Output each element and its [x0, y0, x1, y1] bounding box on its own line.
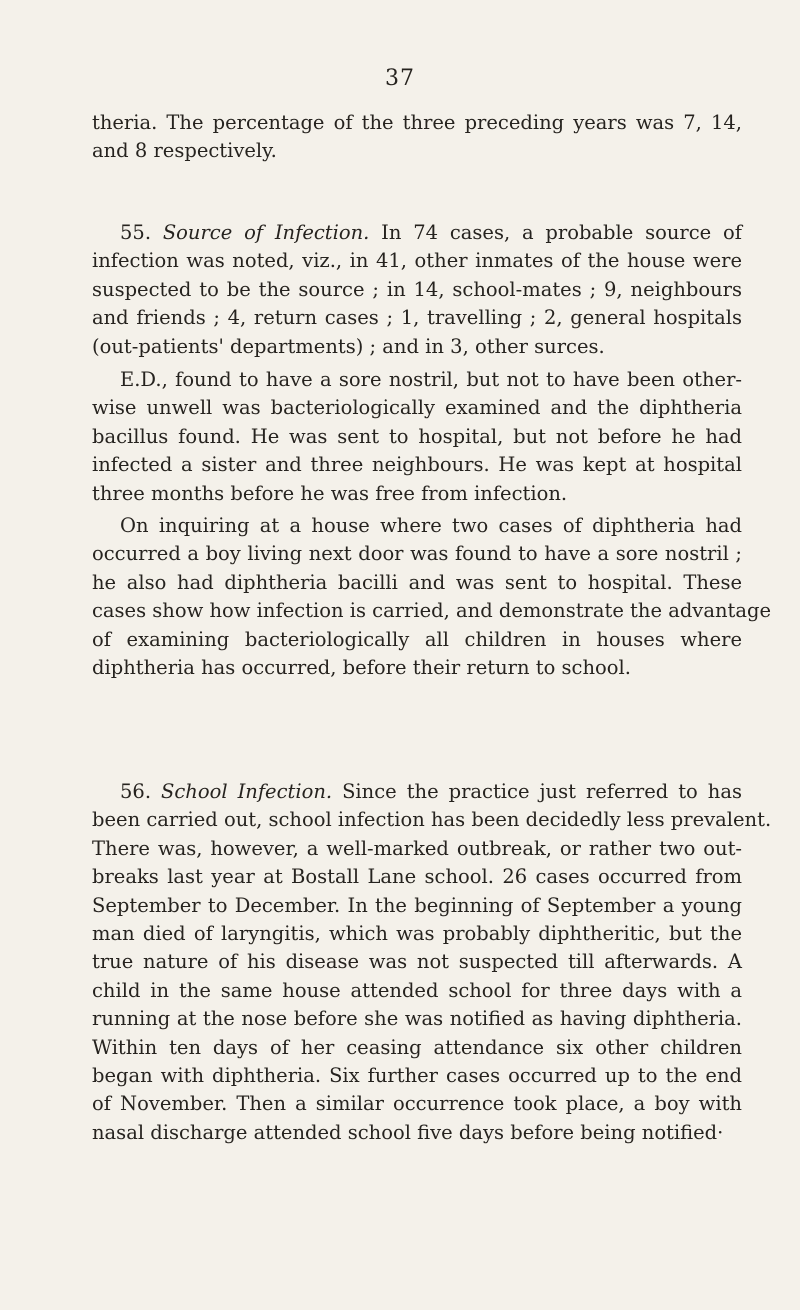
text-line: man died of laryngitis, which was probably diphtheritic, but the — [92, 922, 742, 946]
text-line: diphtheria has occurred, before their return to school. — [92, 656, 631, 680]
text-line: infection was noted, viz., in 41, other inmates of the house were — [92, 249, 742, 273]
paragraph-continuation — [92, 109, 742, 166]
text-line: occurred a boy living next door was found to have a sore nostril ; — [92, 542, 742, 566]
text-line: E.D., found to have a sore nostril, but not to have been other- — [120, 368, 742, 391]
text-line: began with diphtheria. Six further cases occurred up to the end — [92, 1064, 742, 1088]
text-line: of November. Then a similar occurrence took place, a boy with — [92, 1092, 742, 1116]
text-line: been carried out, school infection has been decidedly less prevalent. — [92, 808, 772, 832]
text-segment: In 74 cases, a probable source of — [381, 221, 742, 244]
paragraph-house-inquiry — [92, 512, 771, 682]
text-line: he also had diphtheria bacilli and was sent to hospital. These — [92, 570, 742, 594]
text-line: There was, however, a well-marked outbreak, or rather two out- — [92, 836, 742, 860]
section-title: Source of Infection. — [162, 221, 370, 244]
text-segment: Since the practice just referred to has — [342, 780, 742, 803]
text-line: breaks last year at Bostall Lane school. 26 cases occurred from — [92, 865, 742, 889]
text-line: wise unwell was bacteriologically examined and the diphtheria — [92, 396, 742, 420]
text-line: and friends ; 4, return cases ; 1, travelling ; 2, general hospitals — [92, 306, 742, 330]
text-line: running at the nose before she was notified as having diphtheria. — [92, 1007, 742, 1031]
text-line: theria. The percentage of the three preceding years was 7, 14, — [92, 111, 742, 134]
text-line: September to December. In the beginning of September a young — [92, 893, 742, 917]
section-heading-line — [92, 219, 742, 247]
text-line: suspected to be the source ; in 14, school-mates ; 9, neighbours — [92, 277, 742, 301]
text-line: child in the same house attended school for three days with a — [92, 978, 742, 1002]
text-line: of examining bacteriologically all children in houses where — [92, 627, 742, 651]
text-line: nasal discharge attended school five days before being notified· — [92, 1120, 724, 1144]
section-heading-line — [92, 778, 742, 806]
text-line: bacillus found. He was sent to hospital, but not before he had — [92, 424, 742, 448]
text-line: Within ten days of her ceasing attendance six other children — [92, 1035, 742, 1059]
text-line: three months before he was free from infection. — [92, 481, 568, 505]
section-number: 56. — [120, 780, 152, 803]
text-line: infected a sister and three neighbours. He was kept at hospital — [92, 453, 742, 477]
text-line: cases show how infection is carried, and demonstrate the advantage — [92, 599, 771, 623]
text-line: On inquiring at a house where two cases of diphtheria had — [120, 514, 742, 537]
text-line: true nature of his disease was not suspected till afterwards. A — [92, 950, 742, 974]
paragraph-case-ed — [92, 366, 742, 508]
section-title: School Infection. — [161, 780, 333, 803]
text-line: and 8 respectively. — [92, 139, 277, 163]
paragraph-school-infection — [92, 778, 772, 1147]
text-line: (out-patients' departments) ; and in 3, other surces. — [92, 334, 605, 358]
section-number: 55. — [120, 221, 152, 244]
page-number: 37 — [385, 66, 415, 91]
paragraph-source-of-infection — [92, 219, 742, 361]
